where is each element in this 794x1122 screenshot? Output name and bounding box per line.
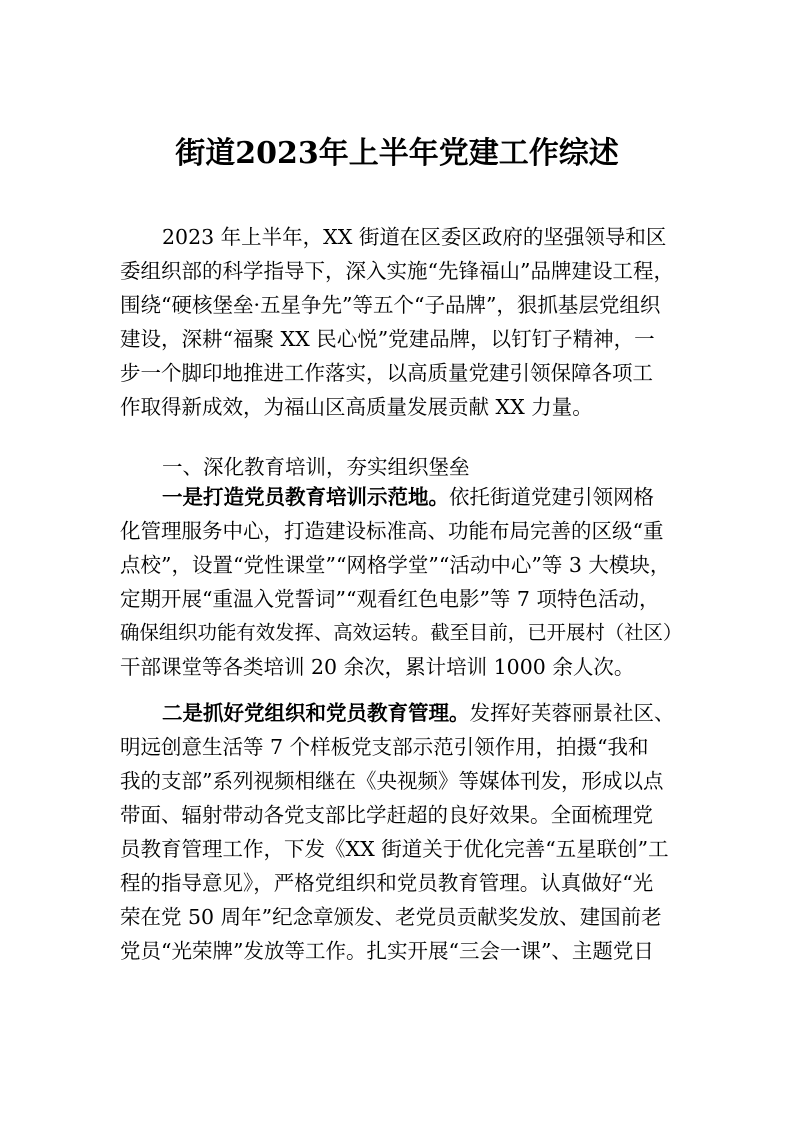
text-line: 党员“光荣牌”发放等工作。扎实开展“三会一课”、主题党日 [120, 939, 654, 963]
section-heading-text: 一、深化教育培训，夯实组织堡垒 [162, 455, 470, 479]
section-heading [120, 450, 686, 484]
text-line: 明远创意生活等 7 个样板党支部示范引领作用，拍摄“我和 [120, 735, 649, 759]
text-line: 定期开展“重温入党誓词”“观看红色电影”等 7 项特色活动， [120, 587, 660, 611]
text-line: 程的指导意见》，严格党组织和党员教育管理。认真做好“光 [120, 871, 654, 895]
text-line: 干部课堂等各类培训 20 余次，累计培训 1000 余人次。 [120, 655, 635, 679]
text-line: 2023 年上半年，XX 街道在区委区政府的坚强领导和区 [162, 225, 667, 249]
text-line: 我的支部”系列视频相继在《央视频》等媒体刊发，形成以点 [120, 769, 664, 793]
text-line: 化管理服务中心，打造建设标准高、功能布局完善的区级“重 [120, 519, 664, 543]
text-line: 围绕“硬核堡垒·五星争先”等五个“子品牌”，狠抓基层党组织 [120, 293, 661, 317]
text-line: 建设，深耕“福聚 XX 民心悦”党建品牌，以钉钉子精神，一 [120, 327, 655, 351]
text-line [120, 696, 686, 730]
text-line [120, 480, 686, 514]
text-line: 员教育管理工作，下发《XX 街道关于优化完善“五星联创”工 [120, 837, 669, 861]
document-title: 街道2023年上半年党建工作综述 [175, 136, 619, 171]
intro-paragraph [120, 220, 686, 424]
text-line: 带面、辐射带动各党支部比学赶超的良好效果。全面梳理党 [120, 803, 653, 827]
item-two-paragraph [120, 696, 686, 968]
text-line: 荣在党 50 周年”纪念章颁发、老党员贡献奖发放、建国前老 [120, 905, 662, 929]
text-line: 点校”，设置“党性课堂”“网格学堂”“活动中心”等 3 大模块， [120, 553, 671, 577]
text-line: 作取得新成效，为福山区高质量发展贡献 XX 力量。 [120, 395, 593, 419]
item-two-lead: 二是抓好党组织和党员教育管理。 [162, 701, 470, 725]
item-one-paragraph [120, 480, 686, 684]
item-one-first-text: 依托街道党建引领网格 [449, 485, 654, 509]
item-one-lead: 一是打造党员教育培训示范地。 [162, 485, 449, 509]
text-line: 委组织部的科学指导下，深入实施“先锋福山”品牌建设工程， [120, 259, 674, 283]
text-line: 确保组织功能有效发挥、高效运转。截至目前，已开展村（社区） [120, 621, 683, 644]
item-two-first-text: 发挥好芙蓉丽景社区、 [469, 701, 675, 725]
text-line: 步一个脚印地推进工作落实，以高质量党建引领保障各项工 [120, 361, 653, 385]
